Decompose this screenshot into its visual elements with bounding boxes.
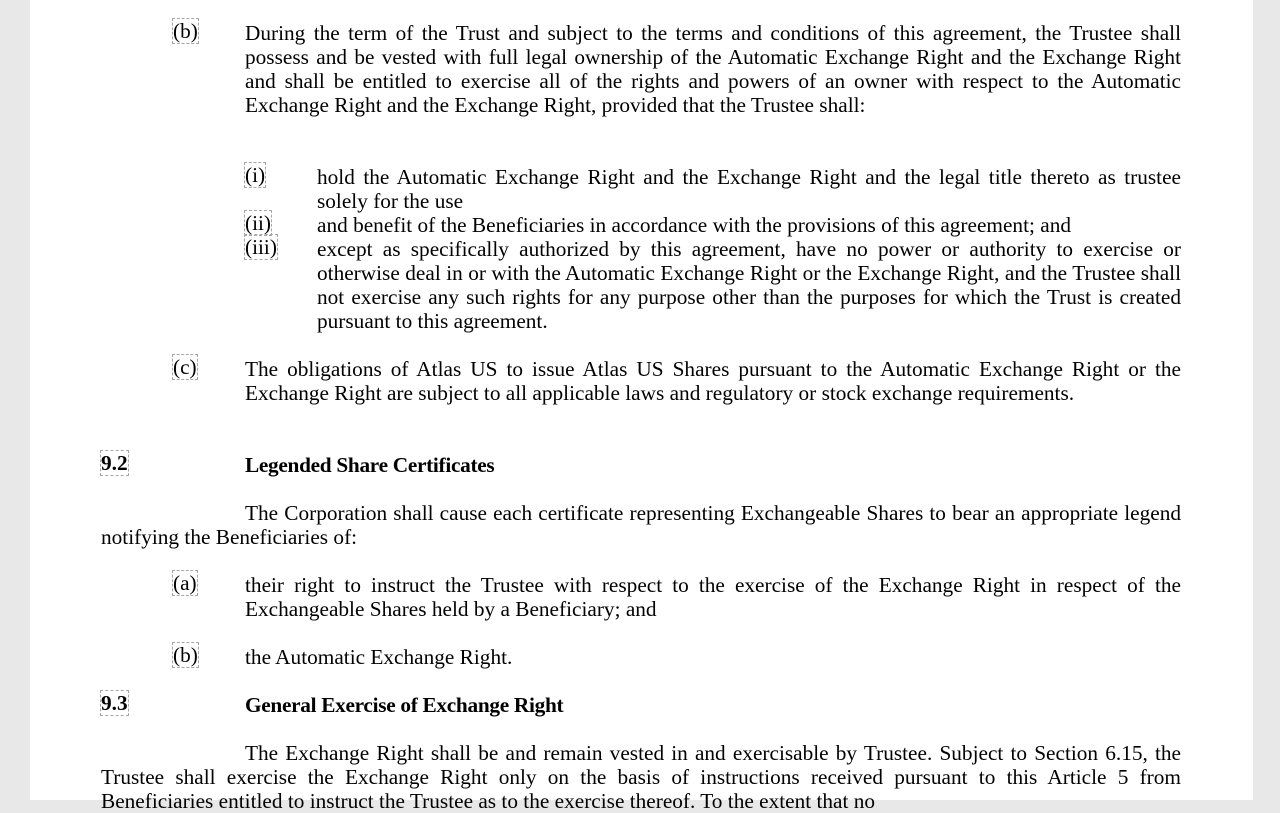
sub-item-text: except as specifically authorized by this agreement, have no power or authority to exercise or otherwise deal in or with the Automatic Exchange Right or the Exchange Right, and the Trustee shall not exercise any such rights for any purpose other than the purposes for which the Trust is created pursuant to this agreement.: [317, 237, 1181, 333]
section-paragraph: The Exchange Right shall be and remain vested in and exercisable by Trustee. Subject to Section 6.15, the Trustee shall exercise the Exchange Right only on the basis of instructions received pursuant to this Article 5 from Beneficiaries entitled to instruct the Trustee as to the exercise thereof. To the extent that no: [101, 741, 1181, 813]
sub-item-text: and benefit of the Beneficiaries in accordance with the provisions of this agreement; and: [317, 213, 1071, 237]
document-page: [30, 0, 1253, 813]
section-heading: Legended Share Certificates: [245, 453, 495, 477]
sub-item-marker[interactable]: (iii): [245, 235, 277, 259]
clause-text: the Automatic Exchange Right.: [245, 645, 513, 669]
section-number[interactable]: 9.2: [101, 451, 128, 475]
sub-item-marker[interactable]: (i): [245, 163, 266, 187]
section-heading: General Exercise of Exchange Right: [245, 693, 564, 717]
section-paragraph: The Corporation shall cause each certificate representing Exchangeable Shares to bear an appropriate legend notifying the Beneficiaries of:: [101, 501, 1181, 549]
section-number[interactable]: 9.3: [101, 691, 128, 715]
sub-item-marker[interactable]: (ii): [245, 211, 272, 235]
sub-item-text: hold the Automatic Exchange Right and the Exchange Right and the legal title thereto as trustee solely for the use: [317, 165, 1181, 213]
clause-text: The obligations of Atlas US to issue Atlas US Shares pursuant to the Automatic Exchange Right or the Exchange Right are subject to all applicable laws and regulatory or stock exchange requirements.: [245, 357, 1181, 405]
clause-marker[interactable]: (b): [173, 643, 198, 667]
clause-marker[interactable]: (c): [173, 355, 197, 379]
clause-text: During the term of the Trust and subject to the terms and conditions of this agreement, the Trustee shall possess and be vested with full legal ownership of the Automatic Exchange Right and the Exchange Right and shall be entitled to exercise all of the rights and powers of an owner with respect to the Automatic Exchange Right and the Exchange Right, provided that the Trustee shall:: [245, 21, 1181, 117]
clause-marker[interactable]: (b): [173, 19, 198, 43]
clause-text: their right to instruct the Trustee with respect to the exercise of the Exchange Right in respect of the Exchangeable Shares held by a Beneficiary; and: [245, 573, 1181, 621]
clause-marker[interactable]: (a): [173, 571, 197, 595]
